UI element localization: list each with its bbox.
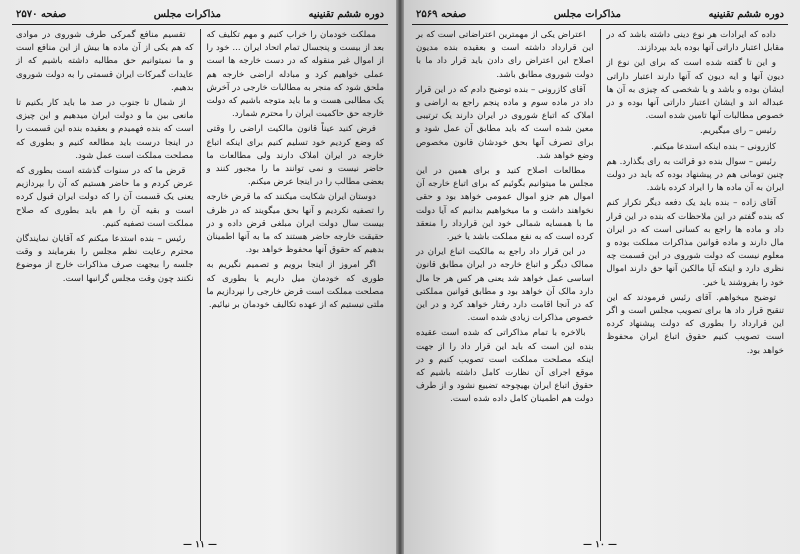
right-page-column-right [603,29,789,541]
paragraph: مطالعات اصلاح کنید و برای همین در این مجلس ما میتوانیم بگوئیم که برای اتباع خارجه آن اموال هم جزو اموال عمومی خواهد بود و حقی نخواهند داشت و ما میخواهیم بدانیم که آیا دولت ما با همسایه شمالی خود این قرارداد را منعقد کرده است که به نفع مملکت باشد یا خیر. [416,166,594,243]
right-page-footer: — ۱۰ — [583,540,617,550]
paragraph: رئیس – سوال بنده دو قرائت به رای بگذارد. هم چنین تومانی هم در پیشنهاد بوده که باید در دولت ایران به آن ماده ها را ایراد کرده باشد. [606,156,784,194]
column-divider [200,29,201,541]
paragraph: بالاخره با تمام مذاکراتی که شده است عقیده بنده این است که باید این قرار داد را از جهت اینکه مصلحت مملکت است تصویب کنیم و در موقع اجرای آن نظارت کامل داشته باشیم که حقوق اتباع ایران بهیچوجه تضییع نشود و از طرف دولت هم اطمینان کامل داده شده است. [416,328,594,405]
right-page-title: مذاکرات مجلس [553,8,622,20]
right-page-columns [412,29,788,541]
paragraph: قرض ما که در سنوات گذشته است بطوری که عرض کردم و ما حاضر هستیم که آن را بپردازیم یعنی یک قسمت آن را که دولت ایران قبول کرده است و بقیه آن را هم باید بطوری که صلاح مملکت است تصفیه کنیم. [16,166,194,229]
paragraph: فرض کنید عیناً قانون مالکیت اراضی را وقتی که وضع کردیم خود تسلیم کنیم برای اینکه اتباع خارجه در ایران املاک دارند ولی مطالعات ما حاضر نیست و نمی توانند ما را مجبور کنند و بعضی مطالب را در اینجا عرض میکنم. [206,124,384,188]
book-gutter [396,0,404,554]
paragraph: تقسیم منافع گمرکی طرف شوروی در موادی که هم یکی از آن ماده ها بیش از این منافع است و ما نمیتوانیم حق مطالبه داشته باشیم که از عایدات گمرکات ایران قسمتی را به دولت شوروی بدهیم. [16,30,194,93]
paragraph: آقای کازرونی – بنده توضیح دادم که در این قرار داد در ماده سوم و ماده پنجم راجع به اراضی و املاک که اتباع شوروی در ایران دارند یک ترتیبی معین شده است که باید مطابق آن عمل شود و برای تصرف آنها بحق خودشان قانون مخصوص وضع خواهد شد. [416,84,594,161]
right-page [400,0,800,554]
left-page-footer: — ۱۱ — [183,540,217,550]
right-page-header [412,6,788,25]
paragraph: در این قرار داد راجع به مالکیت اتباع ایران در ممالک دیگر و اتباع خارجه در ایران مطابق قانون اساسی عمل خواهد شد یعنی هر کس هر جا مال دارد مالک آن خواهد بود و مطابق قوانین مملکتی که در آنجا اقامت دارد رفتار خواهد کرد و در این خصوص مذاکرات زیادی شده است. [416,247,594,324]
right-page-session: دوره ششم تقنینیه [708,8,784,20]
left-page-session: دوره ششم تقنینیه [308,8,384,20]
left-page-column-left [12,29,198,541]
paragraph: توضیح میخواهم. آقای رئیس فرمودند که این تنقیح قرار داد ها برای تصویب مجلس است و اگر این قرارداد را بطوری که دولت پیشنهاد کرده است تصویب کنیم حقوق اتباع ایران محفوظ خواهد بود. [606,292,784,356]
paragraph: کازرونی – بنده اینکه استدعا میکنم. [651,141,776,152]
left-page-header [12,6,388,25]
paragraph: اگر امروز از اینجا برویم و تصمیم نگیریم به طوری که خودمان میل داریم یا بطوری که مصلحت مملکت است قرض خارجی را نپردازیم ما ملتی نیستیم که از عهده تکالیف خودمان بر نیائیم. [206,260,384,311]
paragraph: رئیس – بنده استدعا میکنم که آقایان نمایندگان محترم رعایت نظم مجلس را بفرمایند و وقت جلسه را بیجهت صرف مذاکرات خارج از موضوع نکنند چون وقت مجلس گرانبها است. [16,234,194,284]
left-page-columns [12,29,388,541]
left-page-title: مذاکرات مجلس [153,8,222,20]
column-divider [600,29,601,541]
right-page-number: صفحه ۲۵۶۹ [416,8,467,20]
right-page-column-left [412,29,598,541]
paragraph: رئیس – رای میگیریم. [700,126,776,137]
paragraph: داده که ایرادات هر نوع دینی داشته باشد که در مقابل اعتبار داراتی آنها بوده باید بپردازند. [606,30,784,54]
paragraph: آقای زاده – بنده باید یک دفعه دیگر تکرار کنم که بنده گفتم در این ملاحظات که بنده در این قرار داد و ماده ها راجع به کسانی است که در ایران مال دارند و ماده قوانین مذاکرات مملکت بوده و معلوم نیست که دولت شوروی در این قسمت چه نظری دارد و اینکه آیا مالکین آنها حق دارند اموال خود را بفروشند یا خیر. [606,198,784,288]
paragraph: و این تا گفته شده است که برای این نوع از دیون آنها و ایه دیون که آنها دارند اعتبار داراتی ایشان بوده و باشد و یا شخصی که چیزی به آن ها عبداله اند و ایشان اعتبار داراتی آنها بوده و در خصوص مطالبات آنها تامین شده است. [606,58,784,122]
left-page-number: صفحه ۲۵۷۰ [16,8,67,20]
left-page-column-right [203,29,389,541]
paragraph: دوستان ایران شکایت میکنند که ما قرض خارجه را تصفیه نکردیم و آنها بحق میگویند که در ظرف بیست سال دولت ایران مبلغی قرض داده و در حقیقت خارجه حاضر هستند که ما به آنها اطمینان بدهیم که حقوق آنها محفوظ خواهد بود. [206,192,384,256]
paragraph: مملکت خودمان را خراب کنیم و مهم تکلیف که بعد از بیست و پنجسال تمام اتحاد ایران ... خود را از اموال غیر منقوله که در دست خارجه ها است عملی خواهیم کرد و مبادله اراضی خارجه هم ملحق شود که منجر به مطالبات خارجی در آخرش یک مطالبی هست و ما باید متوجه باشیم که دولت خارجه حق حاکمیت ایران را محترم شمارد. [206,30,384,120]
paragraph: اعتراض یکی از مهمترین اعتراضاتی است که بر این قرارداد داشته است و بعقیده بنده مدیون اصلاح این اعتراض رای دادن باید قرار داد ما با دولت شوروی مطابق باشد. [416,30,594,80]
paragraph: از شمال تا جنوب در صد ما باید کار بکنیم تا مانعی بین ما و دولت ایران میدهیم و این چیزی است که بنده فهمیدم و بعقیده بنده این قسمت را در اینجا درست باید مطالعه کنیم و بطوری که مصلحت مملکت است عمل شود. [16,98,194,161]
